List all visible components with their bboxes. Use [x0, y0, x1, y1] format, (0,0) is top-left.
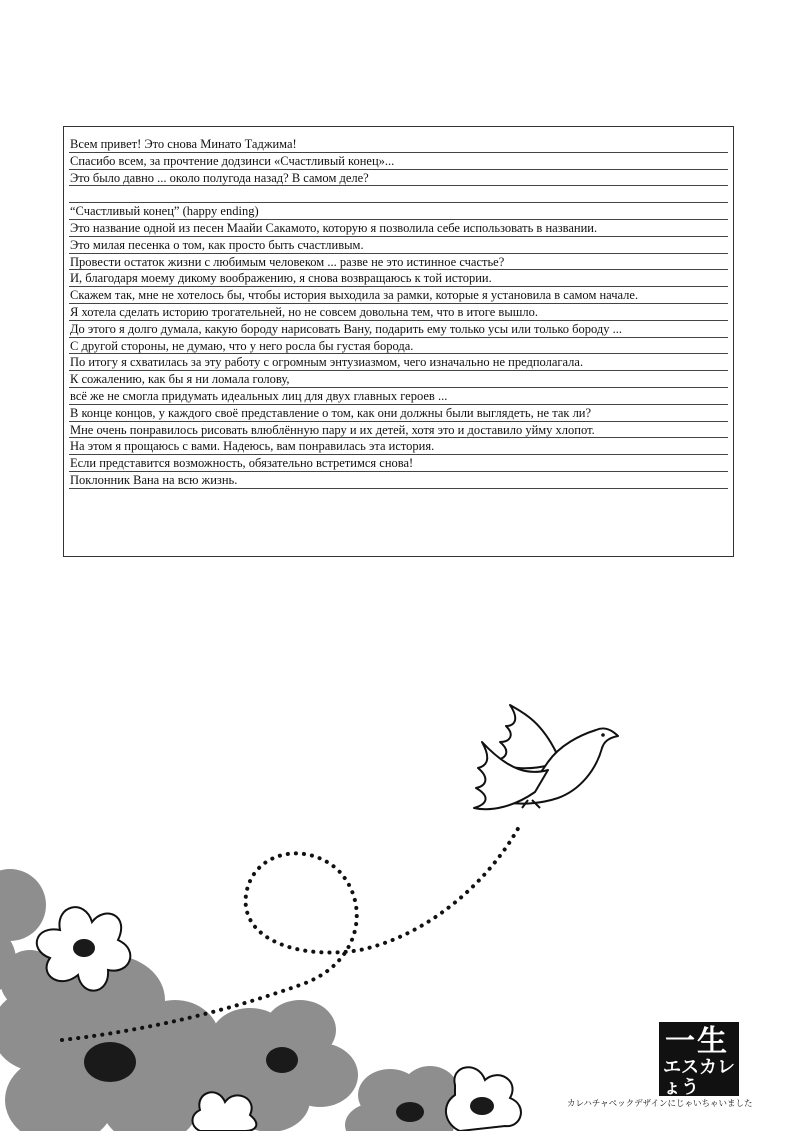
- letter-line: На этом я прощаюсь с вами. Надеюсь, вам понравилась эта история.: [69, 438, 728, 455]
- letter-line: И, благодаря моему дикому воображению, я снова возвращаюсь к той истории.: [69, 270, 728, 287]
- flower-center-large: [84, 1042, 136, 1082]
- letter-line: Мне очень понравилось рисовать влюблённую пару и их детей, хотя это и доставило уйму хлопот.: [69, 422, 728, 439]
- flower-center-outline-right: [470, 1097, 494, 1115]
- flower-center-middle: [266, 1047, 298, 1073]
- letter-line: До этого я долго думала, какую бороду нарисовать Вану, подарить ему только усы или только бороду ...: [69, 321, 728, 338]
- letter-line: Провести остаток жизни с любимым человеком ... разве не это истинное счастье?: [69, 254, 728, 271]
- letter-line: Это милая песенка о том, как просто быть счастливым.: [69, 237, 728, 254]
- bird-drawing: [474, 705, 618, 809]
- letter-line: Поклонник Вана на всю жизнь.: [69, 472, 728, 489]
- letter-line: всё же не смогла придумать идеальных лиц для двух главных героев ...: [69, 388, 728, 405]
- letter-line: Если представится возможность, обязательно встретимся снова!: [69, 455, 728, 472]
- bird-eye: [601, 733, 605, 737]
- letter-line: Это название одной из песен Маайи Сакамото, которую я позволила себе использовать в названии.: [69, 220, 728, 237]
- flower-gray-right: [345, 1066, 458, 1131]
- flower-center-outline-left: [73, 939, 95, 957]
- letter-line: Это было давно ... около полугода назад? В самом деле?: [69, 170, 728, 187]
- letter-line: Всем привет! Это снова Минато Таджима!: [69, 136, 728, 153]
- letter-line: Скажем так, мне не хотелось бы, чтобы история выходила за рамки, которые я установила в самом начале.: [69, 287, 728, 304]
- letter-line: “Счастливый конец” (happy ending): [69, 203, 728, 220]
- logo-stamp-glyphs: 一生: [665, 1024, 729, 1059]
- letter-line: Спасибо всем, за прочтение додзинси «Счастливый конец»...: [69, 153, 728, 170]
- letter-line: В конце концов, у каждого своё представление о том, как они должны были выглядеть, не так ли?: [69, 405, 728, 422]
- stamp-caption: カレハチャペックデザインにじゃいちゃいました: [567, 1099, 753, 1109]
- letter-line: Я хотела сделать историю трогательней, но не совсем довольна тем, что в итоге вышло.: [69, 304, 728, 321]
- letter-line: К сожалению, как бы я ни ломала голову,: [69, 371, 728, 388]
- flower-center-right: [396, 1102, 424, 1122]
- letter-line: С другой стороны, не думаю, что у него росла бы густая борода.: [69, 338, 728, 355]
- logo-stamp-kana: エスカレ ょう: [663, 1057, 735, 1098]
- logo-stamp: [659, 1022, 739, 1096]
- letter-line: По итогу я схватилась за эту работу с огромным энтузиазмом, чего изначально не предполагала.: [69, 354, 728, 371]
